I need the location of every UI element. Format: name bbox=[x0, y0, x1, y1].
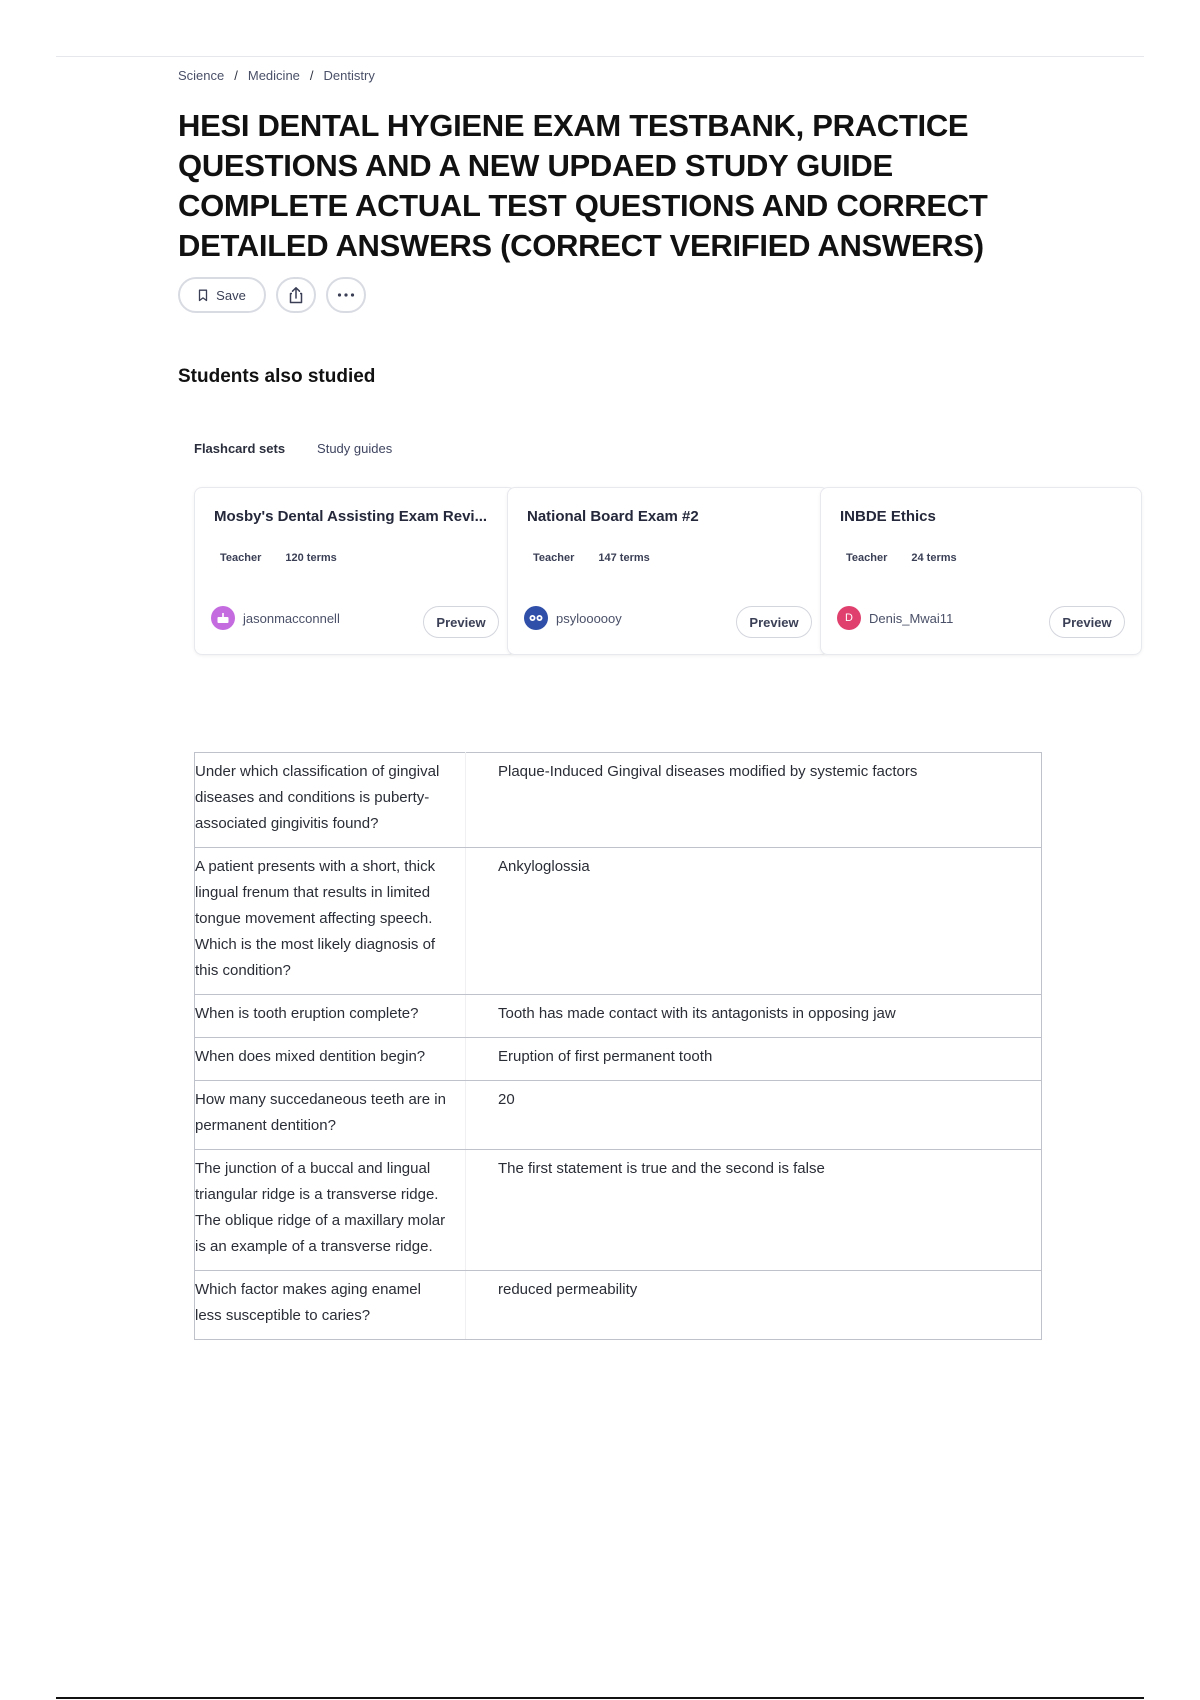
card-username[interactable]: Denis_Mwai11 bbox=[869, 610, 954, 626]
answer-cell: Ankyloglossia bbox=[466, 848, 1042, 995]
top-divider bbox=[56, 56, 1144, 57]
question-cell: When does mixed dentition begin? bbox=[195, 1038, 466, 1081]
avatar: D bbox=[837, 606, 861, 630]
card-username[interactable]: psyloooooy bbox=[556, 610, 622, 626]
avatar bbox=[211, 606, 235, 630]
breadcrumb-separator: / bbox=[234, 68, 238, 83]
study-tabs bbox=[194, 441, 392, 456]
cake-icon bbox=[216, 612, 230, 624]
bottom-divider bbox=[56, 1697, 1144, 1699]
question-cell: The junction of a buccal and lingual triangular ridge is a transverse ridge. The oblique ridge of a maxillary molar is an example of a transverse ridge. bbox=[195, 1150, 466, 1271]
preview-button[interactable]: Preview bbox=[423, 606, 499, 638]
share-icon bbox=[288, 286, 304, 304]
table-row bbox=[195, 753, 1042, 848]
question-cell: When is tooth eruption complete? bbox=[195, 995, 466, 1038]
answer-cell: The first statement is true and the second is false bbox=[466, 1150, 1042, 1271]
card-user bbox=[837, 606, 953, 630]
students-also-studied-heading: Students also studied bbox=[178, 366, 376, 387]
preview-button[interactable]: Preview bbox=[1049, 606, 1125, 638]
tab-study-guides[interactable]: Study guides bbox=[317, 441, 393, 456]
card-username[interactable]: jasonmacconnell bbox=[243, 610, 340, 626]
card-terms: 24 terms bbox=[911, 552, 957, 564]
tab-flashcard-sets[interactable]: Flashcard sets bbox=[194, 441, 286, 456]
breadcrumb-dentistry[interactable]: Dentistry bbox=[323, 68, 375, 83]
answer-cell: Plaque-Induced Gingival diseases modified by systemic factors bbox=[466, 753, 1042, 848]
card-terms: 120 terms bbox=[285, 552, 337, 564]
glasses-icon bbox=[528, 612, 544, 624]
card-role: Teacher bbox=[220, 552, 262, 564]
save-label: Save bbox=[216, 287, 246, 303]
table-row bbox=[195, 1150, 1042, 1271]
breadcrumb-science[interactable]: Science bbox=[178, 68, 225, 83]
bookmark-icon bbox=[198, 289, 208, 302]
table-row bbox=[195, 1271, 1042, 1340]
card-meta bbox=[846, 552, 957, 564]
share-button[interactable] bbox=[276, 277, 316, 313]
save-button[interactable] bbox=[178, 277, 266, 313]
more-icon bbox=[337, 293, 355, 297]
breadcrumb bbox=[178, 68, 375, 83]
table-row bbox=[195, 1038, 1042, 1081]
preview-button[interactable]: Preview bbox=[736, 606, 812, 638]
card-role: Teacher bbox=[846, 552, 888, 564]
answer-cell: Eruption of first permanent tooth bbox=[466, 1038, 1042, 1081]
question-cell: A patient presents with a short, thick lingual frenum that results in limited tongue movement affecting speech. Which is the most likely diagnosis of this condition? bbox=[195, 848, 466, 995]
study-card[interactable] bbox=[820, 487, 1142, 655]
answer-cell: 20 bbox=[466, 1081, 1042, 1150]
card-user bbox=[524, 606, 622, 630]
breadcrumb-medicine[interactable]: Medicine bbox=[247, 68, 300, 83]
card-user bbox=[211, 606, 340, 630]
page-title: HESI DENTAL HYGIENE EXAM TESTBANK, PRACTICE QUESTIONS AND A NEW UPDAED STUDY GUIDE COMPLETE ACTUAL TEST QUESTIONS AND CORRECT DETAILED ANSWERS (CORRECT VERIFIED ANSWERS) bbox=[178, 108, 988, 263]
question-cell: How many succedaneous teeth are in permanent dentition? bbox=[195, 1081, 466, 1150]
question-cell: Under which classification of gingival diseases and conditions is puberty-associated gingivitis found? bbox=[195, 753, 466, 848]
card-role: Teacher bbox=[533, 552, 575, 564]
question-cell: Which factor makes aging enamel less susceptible to caries? bbox=[195, 1271, 466, 1340]
card-terms: 147 terms bbox=[598, 552, 650, 564]
card-meta bbox=[220, 552, 337, 564]
table-row bbox=[195, 995, 1042, 1038]
breadcrumb-separator: / bbox=[309, 68, 314, 83]
qa-table bbox=[194, 752, 1042, 1340]
study-card[interactable] bbox=[194, 487, 516, 655]
card-title: INBDE Ethics bbox=[840, 508, 936, 525]
table-row bbox=[195, 848, 1042, 995]
table-row bbox=[195, 1081, 1042, 1150]
avatar bbox=[524, 606, 548, 630]
study-card[interactable] bbox=[507, 487, 829, 655]
answer-cell: reduced permeability bbox=[466, 1271, 1042, 1340]
answer-cell: Tooth has made contact with its antagonists in opposing jaw bbox=[466, 995, 1042, 1038]
card-title: National Board Exam #2 bbox=[527, 508, 699, 525]
card-title: Mosby's Dental Assisting Exam Revi... bbox=[214, 508, 488, 525]
study-card-carousel bbox=[194, 487, 1112, 657]
more-options-button[interactable] bbox=[326, 277, 366, 313]
card-meta bbox=[533, 552, 650, 564]
action-bar bbox=[178, 277, 366, 313]
